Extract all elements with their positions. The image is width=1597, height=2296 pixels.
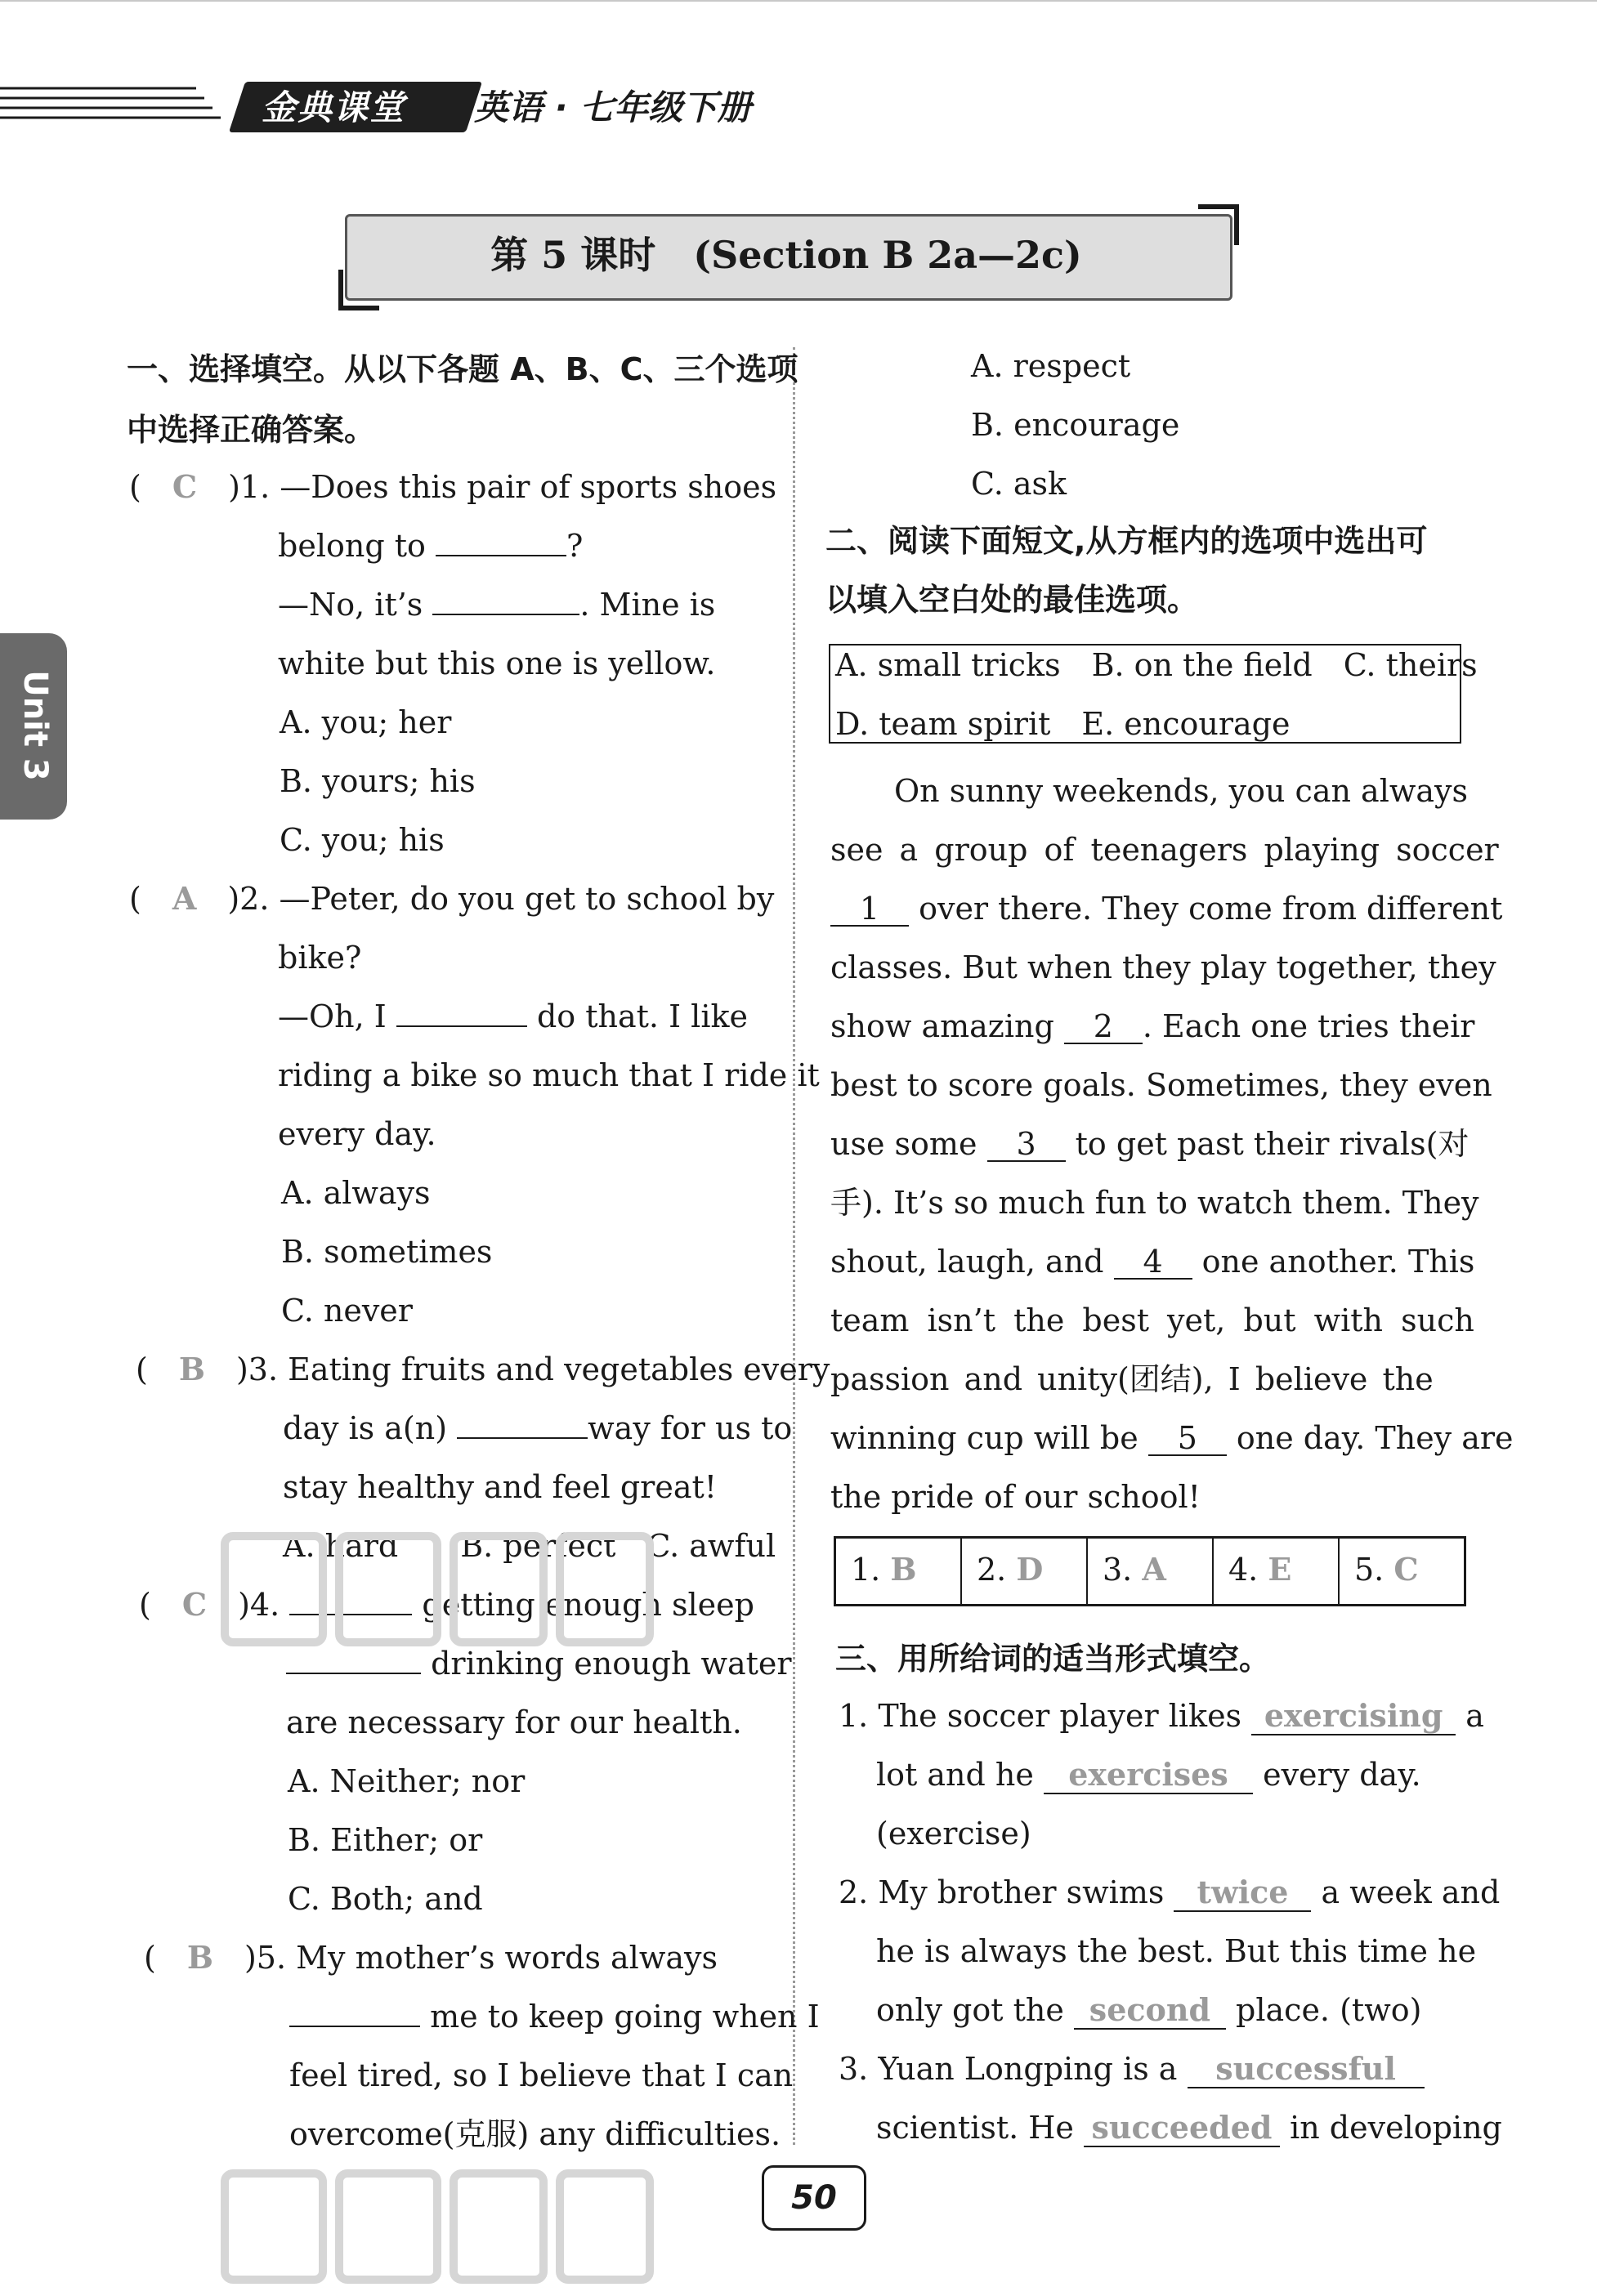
- s3-item1-blank1[interactable]: exercising: [1251, 1698, 1456, 1735]
- top-edge-rule: [0, 0, 1597, 7]
- q2-stem-line5: every day.: [278, 1116, 436, 1152]
- q3-stem-line2: day is a(n) way for us to: [283, 1399, 792, 1458]
- section2-heading-line1: 二、阅读下面短文,从方框内的选项中选出可: [825, 523, 1428, 559]
- side-unit-label: Unit 3: [16, 670, 54, 781]
- q2-stem-line1: ( A )2. —Peter, do you get to school by: [129, 880, 775, 917]
- q2-option-a[interactable]: A. always: [281, 1175, 431, 1211]
- s3-item2-line2: he is always the best. But this time he: [876, 1933, 1477, 1969]
- passage-blank-4[interactable]: 4: [1114, 1245, 1192, 1280]
- q2-stem-line3: —Oh, I do that. I like: [278, 987, 748, 1046]
- header-speed-lines: [0, 74, 245, 139]
- s3-item3-line2: scientist. He succeeded in developing: [876, 2109, 1502, 2146]
- watermark-mid: [217, 1512, 658, 1667]
- passage-blank-2[interactable]: 2: [1064, 1010, 1143, 1044]
- passage-line7: use some 3 to get past their rivals(对: [830, 1126, 1470, 1162]
- passage-line11: passion and unity(团结), I believe the: [830, 1361, 1434, 1397]
- q4-option-a[interactable]: A. Neither; nor: [288, 1763, 526, 1799]
- s3-item1-line3: (exercise): [876, 1816, 1031, 1852]
- answer-cell-1[interactable]: 1. B: [836, 1539, 962, 1604]
- passage-line3: 1 over there. They come from different: [830, 879, 1502, 938]
- section2-options-row2: D. team spirit E. encourage: [835, 706, 1291, 742]
- s3-item2-line1: 2. My brother swims twice a week and: [839, 1874, 1501, 1910]
- q3-stem-line3: stay healthy and feel great!: [283, 1469, 718, 1505]
- q5-stem-line1: ( B )5. My mother’s words always: [144, 1939, 718, 1976]
- q4-option-c[interactable]: C. Both; and: [288, 1881, 483, 1917]
- q1-option-a[interactable]: A. you; her: [280, 704, 452, 740]
- q1-option-b[interactable]: B. yours; his: [280, 763, 476, 799]
- section2-answer-table: [834, 1536, 1466, 1606]
- answer-cell-3[interactable]: 3. A: [1088, 1539, 1214, 1604]
- q1-stem-line3: —No, it’s . Mine is: [278, 575, 715, 634]
- s3-item2-blank1[interactable]: twice: [1174, 1874, 1311, 1912]
- q2-option-b[interactable]: B. sometimes: [281, 1234, 493, 1270]
- s3-item1-line2: lot and he exercises every day.: [876, 1756, 1421, 1793]
- passage-line9: shout, laugh, and 4 one another. This: [830, 1244, 1475, 1280]
- q1-stem-line1: ( C )1. —Does this pair of sports shoes: [129, 468, 777, 505]
- passage-line1: On sunny weekends, you can always: [894, 773, 1468, 809]
- answer-cell-2[interactable]: 2. D: [962, 1539, 1088, 1604]
- q1-stem-line4: white but this one is yellow.: [278, 645, 716, 681]
- s3-item3-blank1[interactable]: successful: [1188, 2051, 1425, 2088]
- q3-answer: B: [178, 1351, 205, 1387]
- q5-blank[interactable]: [289, 1993, 420, 2027]
- passage-line2: see a group of teenagers playing soccer: [830, 832, 1499, 868]
- passage-line10: team isn’t the best yet, but with such: [830, 1302, 1474, 1338]
- passage-line8: 手). It’s so much fun to watch them. They: [830, 1185, 1479, 1221]
- q5-stem-line2: me to keep going when I: [289, 1987, 820, 2046]
- q3-blank[interactable]: [457, 1405, 588, 1439]
- passage-line6: best to score goals. Sometimes, they even: [830, 1067, 1492, 1103]
- q5-option-b[interactable]: B. encourage: [971, 407, 1180, 443]
- q1-option-c[interactable]: C. you; his: [280, 822, 445, 858]
- q5-option-c[interactable]: C. ask: [971, 466, 1067, 502]
- s3-item3-blank2[interactable]: succeeded: [1084, 2110, 1280, 2147]
- answer-cell-5[interactable]: 5. C: [1354, 1551, 1419, 1588]
- passage-line13: the pride of our school!: [830, 1479, 1201, 1515]
- q1-answer: C: [172, 468, 198, 505]
- section2-heading-line2: 以填入空白处的最佳选项。: [825, 582, 1199, 618]
- section1-heading-line2: 中选择正确答案。: [127, 412, 376, 448]
- s3-item1-blank2[interactable]: exercises: [1044, 1757, 1253, 1794]
- page-number: 50: [762, 2165, 866, 2231]
- q5-stem-line4: overcome(克服) any difficulties.: [289, 2116, 781, 2152]
- q5-stem-line3: feel tired, so I believe that I can: [289, 2057, 794, 2093]
- q4-answer: C: [181, 1586, 208, 1623]
- q4-stem-line1: ( C )4. getting enough sleep: [139, 1575, 754, 1634]
- q3-stem-line1: ( B )3. Eating fruits and vegetables every: [136, 1351, 830, 1387]
- header-subject: 英语 · 七年级下册: [474, 87, 752, 127]
- q2-stem-line4: riding a bike so much that I ride it: [278, 1057, 820, 1093]
- passage-blank-3[interactable]: 3: [987, 1128, 1066, 1162]
- q1-stem-line2: belong to ?: [278, 516, 583, 575]
- q1-blank2[interactable]: [432, 581, 579, 615]
- passage-line12: winning cup will be 5 one day. They are: [830, 1420, 1514, 1456]
- answer-cell-4[interactable]: 4. E: [1214, 1539, 1340, 1604]
- column-divider: [793, 347, 795, 2145]
- section2-options-row1: A. small tricks B. on the field C. theirs: [835, 647, 1478, 683]
- header-brand: 金典课堂: [262, 87, 406, 127]
- section3-heading: 三、用所给词的适当形式填空。: [835, 1641, 1271, 1677]
- q3-options[interactable]: A. hard B. perfect C. awful: [283, 1528, 776, 1564]
- q4-stem-line3: are necessary for our health.: [286, 1704, 742, 1740]
- watermark-bottom: [217, 2157, 658, 2296]
- q4-option-b[interactable]: B. Either; or: [288, 1822, 483, 1858]
- s3-item3-line1: 3. Yuan Longping is a successful: [839, 2039, 1425, 2098]
- lesson-title: 第 5 课时 (Section B 2a—2c): [490, 233, 1082, 277]
- q1-blank1[interactable]: [436, 522, 566, 556]
- s3-item1-line1: 1. The soccer player likes exercising a: [839, 1697, 1484, 1734]
- passage-line5: show amazing 2 . Each one tries their: [830, 1008, 1475, 1044]
- s3-item2-line3: only got the second place. (two): [876, 1991, 1422, 2028]
- q2-answer: A: [172, 880, 197, 917]
- q2-blank[interactable]: [396, 993, 527, 1027]
- s3-item2-blank2[interactable]: second: [1074, 1992, 1226, 2030]
- q5-option-a[interactable]: A. respect: [971, 348, 1131, 384]
- passage-line4: classes. But when they play together, they: [830, 949, 1496, 985]
- section1-heading-line1: 一、选择填空。从以下各题 A、B、C、三个选项: [127, 351, 798, 387]
- passage-blank-5[interactable]: 5: [1148, 1422, 1227, 1456]
- q2-option-c[interactable]: C. never: [281, 1293, 413, 1329]
- passage-blank-1[interactable]: 1: [830, 892, 909, 927]
- q2-stem-line2: bike?: [278, 940, 362, 976]
- q5-answer: B: [186, 1939, 213, 1976]
- q4-stem-line2: drinking enough water: [286, 1634, 792, 1693]
